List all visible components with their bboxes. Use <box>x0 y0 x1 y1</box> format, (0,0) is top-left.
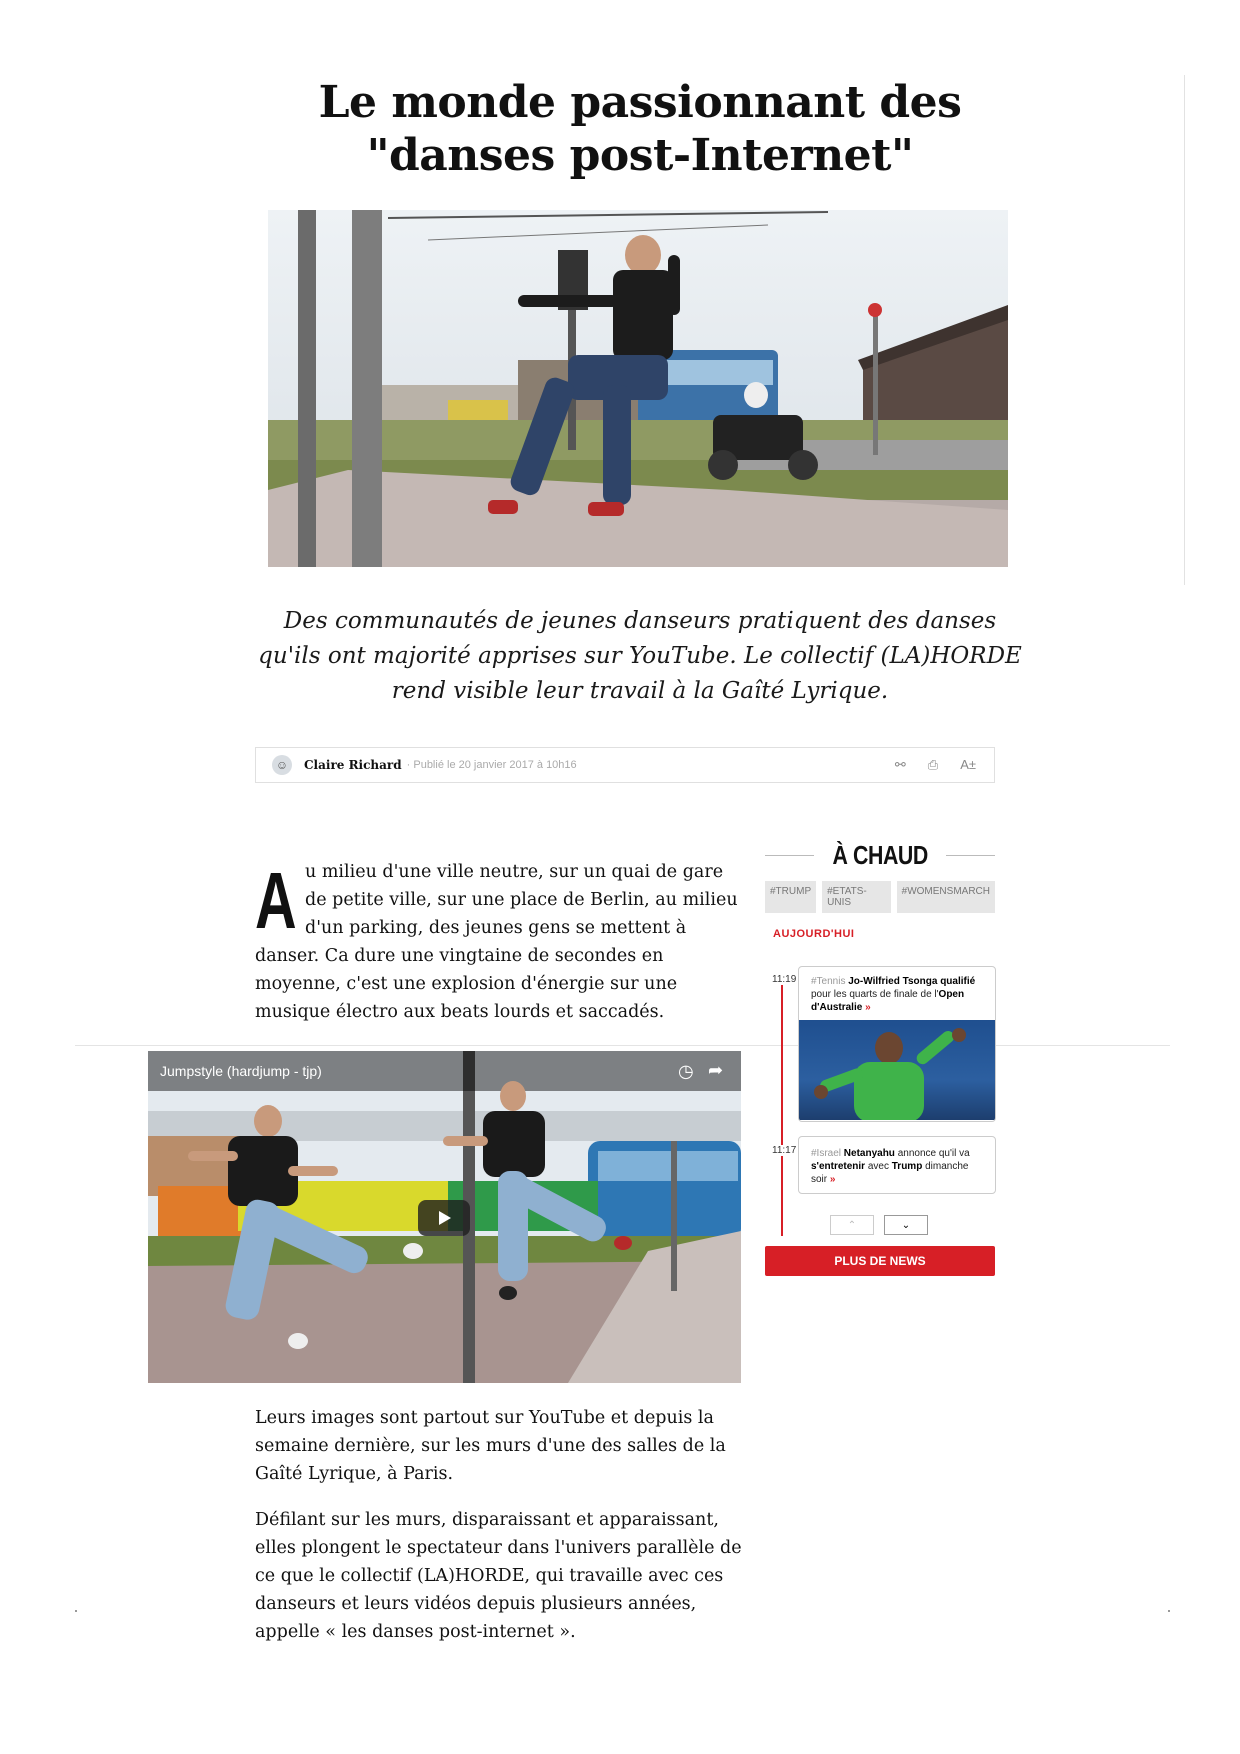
news-hashtag[interactable]: #Israel <box>811 1148 842 1159</box>
a-chaud-sidebar <box>765 840 995 1268</box>
play-button[interactable] <box>418 1200 470 1236</box>
news-headline-bold: s'entretenir <box>811 1161 866 1172</box>
share-icon[interactable]: ➦ <box>708 1060 724 1081</box>
timeline-line <box>781 980 783 1236</box>
article-lede: Des communautés de jeunes danseurs pratiquent des danses qu'ils ont majorité apprises sur YouTube. Le collectif (LA)HORDE rend visible leur travail à la Gaîté Lyrique. <box>258 608 1022 704</box>
print-icon[interactable]: ⎙ <box>927 757 939 772</box>
tag-trump[interactable]: #TRUMP <box>765 881 816 913</box>
hero-image <box>268 210 1008 567</box>
article-tools <box>895 757 976 773</box>
news-headline-text: dimanche soir <box>811 1161 969 1185</box>
play-icon <box>436 1210 452 1226</box>
news-pager <box>830 1215 928 1235</box>
paragraph-1-text: u milieu d'une ville neutre, sur un quai de gare de petite ville, sur une place de Berlin, au milieu d'un parking, des jeunes gens se mettent à danser. Ca dure une vingtaine de secondes en moyenne, c'est une explosion d'énergie sur une musique électro aux beats lourds et saccadés. <box>255 862 738 1022</box>
author-avatar: ☺ <box>272 755 292 775</box>
sidebar-header <box>765 840 995 871</box>
news-headline-bold: Trump <box>891 1161 923 1172</box>
sidebar-heading: À CHAUD <box>832 840 928 870</box>
author-name[interactable]: Claire Richard <box>304 758 402 772</box>
video-title[interactable]: Jumpstyle (hardjump - tjp) <box>160 1063 322 1079</box>
news-headline-bold: Open d'Australie <box>811 989 965 1013</box>
tag-womensmarch[interactable]: #WOMENSMARCH <box>897 881 995 913</box>
clock-icon[interactable]: ◷ <box>678 1061 694 1082</box>
page-divider-vertical <box>1184 75 1185 585</box>
today-label: AUJOURD'HUI <box>773 928 855 940</box>
chevron-down-icon[interactable]: ⌄ <box>884 1215 928 1235</box>
news-photo <box>799 1020 995 1120</box>
crop-mark <box>1168 1610 1170 1612</box>
publish-date: · Publié le 20 janvier 2017 à 10h16 <box>406 759 577 771</box>
chevron-up-icon[interactable]: ⌃ <box>830 1215 874 1235</box>
news-headline-bold: Netanyahu <box>843 1148 895 1159</box>
news-headline-text: avec <box>867 1161 889 1172</box>
tag-list <box>765 881 995 913</box>
article-paragraph-3: Défilant sur les murs, disparaissant et apparaissant, elles plongent le spectateur dans l'univers parallèle de ce que le collectif (LA)HORDE, qui travaille avec ces danseurs et leurs vidéos depuis plusieurs années, appelle « les danses post-internet ». <box>255 1510 742 1642</box>
tag-etats-unis[interactable]: #ETATS-UNIS <box>822 881 891 913</box>
link-icon[interactable]: ⚯ <box>894 757 906 772</box>
page-divider-horizontal <box>75 1045 1170 1046</box>
byline-bar <box>255 747 995 783</box>
font-size-icon[interactable]: A± <box>960 757 976 772</box>
article-title: Le monde passionnant des "danses post-Internet" <box>318 77 962 181</box>
news-headline-bold: Jo-Wilfried Tsonga qualifié <box>848 976 976 987</box>
news-headline-text: annonce qu'il va <box>897 1148 970 1159</box>
news-item[interactable] <box>798 1136 996 1194</box>
news-time: 11:19 <box>772 974 797 985</box>
article-paragraph-2: Leurs images sont partout sur YouTube et depuis la semaine dernière, sur les murs d'une des salles de la Gaîté Lyrique, à Paris. <box>255 1408 726 1484</box>
drop-cap: A <box>255 856 297 945</box>
article-paragraph-1 <box>255 858 743 1026</box>
news-time: 11:17 <box>772 1145 797 1156</box>
news-headline-text: pour les quarts de finale de l' <box>811 989 939 1000</box>
news-more-link[interactable]: » <box>829 1174 836 1185</box>
video-player[interactable] <box>148 1051 741 1383</box>
news-item[interactable] <box>798 966 996 1122</box>
news-hashtag[interactable]: #Tennis <box>811 976 846 987</box>
news-more-link[interactable]: » <box>865 1002 871 1013</box>
plus-de-news-button[interactable]: PLUS DE NEWS <box>765 1246 995 1276</box>
crop-mark <box>75 1610 77 1612</box>
